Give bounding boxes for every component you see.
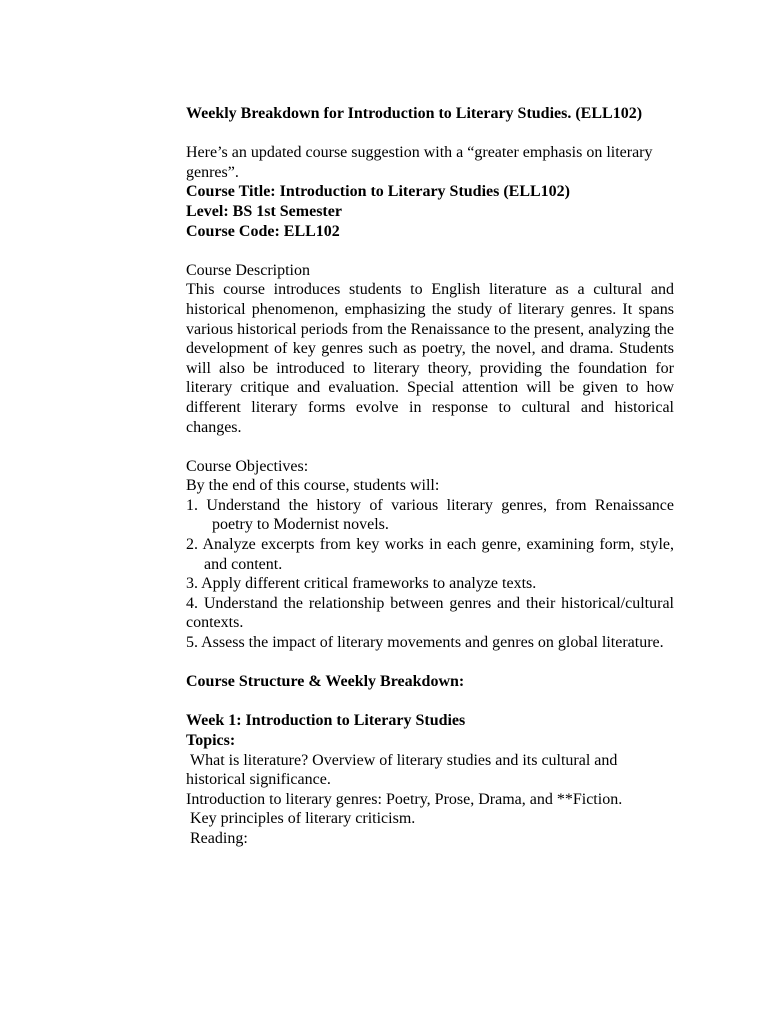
intro-paragraph: Here’s an updated course suggestion with a “greater emphasis on literary genres”.	[186, 144, 653, 181]
structure-heading: Course Structure & Weekly Breakdown:	[186, 673, 465, 691]
objectives-heading: Course Objectives:	[186, 457, 309, 475]
topic-item-3: Key principles of literary criticism.	[186, 810, 416, 828]
objective-item-5: 5. Assess the impact of literary movements and genres on global literature.	[186, 634, 664, 652]
objectives-lead: By the end of this course, students will:	[186, 477, 440, 495]
document-heading: Weekly Breakdown for Introduction to Literary Studies. (ELL102)	[186, 105, 643, 122]
spacer	[186, 124, 674, 144]
document-page	[186, 104, 674, 849]
spacer	[186, 692, 674, 712]
course-code: Course Code: ELL102	[186, 222, 340, 240]
topics-label: Topics:	[186, 732, 236, 749]
objective-item-3: 3. Apply different critical frameworks to analyze texts.	[186, 575, 537, 593]
topic-item-4: Reading:	[186, 829, 248, 847]
objective-item-2: 2. Analyze excerpts from key works in each genre, examining form, style, and content.	[186, 536, 674, 573]
objective-item-1: 1. Understand the history of various literary genres, from Renaissance poetry to Modernist novels.	[186, 496, 674, 534]
objective-item-4: 4. Understand the relationship between genres and their historical/cultural contexts.	[186, 594, 674, 632]
spacer	[186, 437, 674, 457]
topic-item-2: Introduction to literary genres: Poetry, Prose, Drama, and **Fiction.	[186, 790, 623, 808]
course-level: Level: BS 1st Semester	[186, 202, 342, 220]
week1-heading: Week 1: Introduction to Literary Studies	[186, 712, 466, 730]
spacer	[186, 241, 674, 261]
description-paragraph: This course introduces students to English literature as a cultural and historical phenomenon, emphasizing the study of literary genres. It spans various historical periods from the Renaissance to the present, analyzing the development of key genres such as poetry, the novel, and drama. Students will also be introduced to literary theory, providing the foundation for literary critique and evaluation. Special attention will be given to how different literary forms evolve in response to cultural and historical changes.	[186, 281, 674, 436]
topic-item-1: What is literature? Overview of literary studies and its cultural and historical significance.	[186, 751, 622, 789]
course-title: Course Title: Introduction to Literary Studies (ELL102)	[186, 183, 571, 201]
spacer	[186, 653, 674, 673]
description-heading: Course Description	[186, 261, 310, 279]
